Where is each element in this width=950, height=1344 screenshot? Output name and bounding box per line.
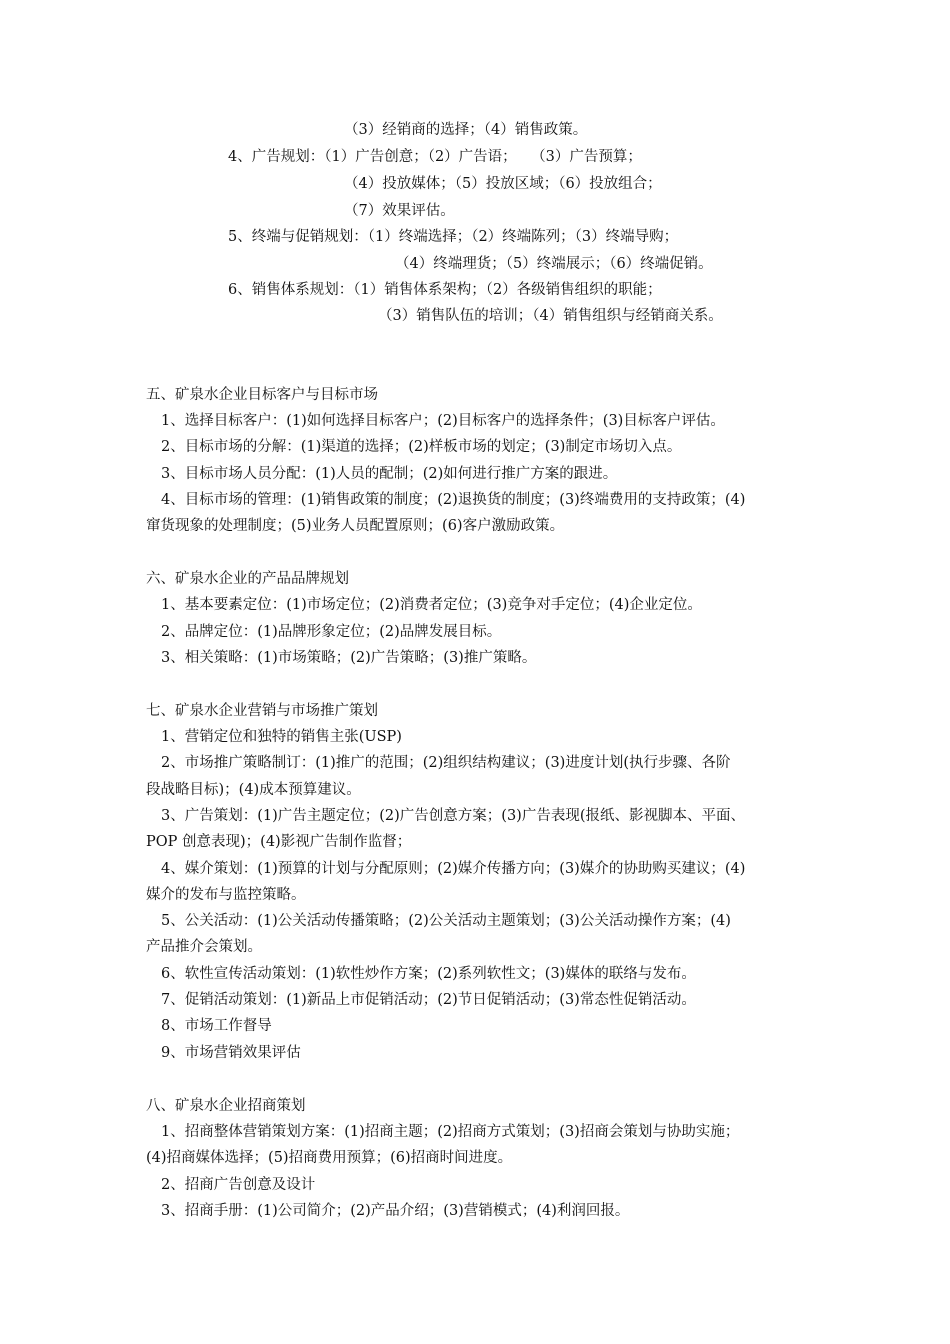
top-line-1: （3）经销商的选择；（4）销售政策。 — [344, 122, 588, 138]
section-5-item-4-cont: 窜货现象的处理制度；(5)业务人员配置原则；(6)客户激励政策。 — [146, 518, 565, 534]
section-7-item-3: 3、广告策划：(1)广告主题定位；(2)广告创意方案；(3)广告表现(报纸、影视脚本、平面、 — [161, 808, 745, 824]
top-line-7: 6、销售体系规划：（1）销售体系架构；（2）各级销售组织的职能； — [228, 282, 662, 298]
section-7-item-3-cont: POP 创意表现)；(4)影视广告制作监督； — [146, 834, 412, 850]
top-line-6: （4）终端理货；（5）终端展示；（6）终端促销。 — [395, 256, 713, 272]
section-7-item-2-cont: 段战略目标)；(4)成本预算建议。 — [146, 782, 361, 798]
top-line-5: 5、终端与促销规划：（1）终端选择；（2）终端陈列；（3）终端导购； — [228, 229, 679, 245]
section-5-item-2: 2、目标市场的分解：(1)渠道的选择；(2)样板市场的划定；(3)制定市场切入点。 — [161, 439, 682, 455]
section-8-item-2: 2、招商广告创意及设计 — [161, 1177, 316, 1193]
section-7-item-4-cont: 媒介的发布与监控策略。 — [146, 887, 306, 903]
section-5-item-3: 3、目标市场人员分配：(1)人员的配制；(2)如何进行推广方案的跟进。 — [161, 466, 618, 482]
top-line-4: （7）效果评估。 — [344, 203, 455, 219]
section-5-title: 五、矿泉水企业目标客户与目标市场 — [146, 387, 378, 403]
section-7-item-8: 8、市场工作督导 — [161, 1018, 272, 1034]
section-8-item-1: 1、招商整体营销策划方案：(1)招商主题；(2)招商方式策划；(3)招商会策划与协助实施； — [161, 1124, 740, 1140]
section-7-item-2: 2、市场推广策略制订：(1)推广的范围；(2)组织结构建议；(3)进度计划(执行步骤、各阶 — [161, 755, 731, 771]
section-6-item-1: 1、基本要素定位：(1)市场定位；(2)消费者定位；(3)竞争对手定位；(4)企业定位。 — [161, 597, 702, 613]
section-8-item-1-cont: (4)招商媒体选择；(5)招商费用预算；(6)招商时间进度。 — [146, 1150, 513, 1166]
section-8-item-3: 3、招商手册：(1)公司简介；(2)产品介绍；(3)营销模式；(4)利润回报。 — [161, 1203, 630, 1219]
section-7-item-5-cont: 产品推介会策划。 — [146, 939, 262, 955]
top-line-8: （3）销售队伍的培训；（4）销售组织与经销商关系。 — [378, 308, 723, 324]
section-8-title: 八、矿泉水企业招商策划 — [146, 1098, 306, 1114]
section-7-item-7: 7、促销活动策划：(1)新品上市促销活动；(2)节日促销活动；(3)常态性促销活动。 — [161, 992, 696, 1008]
section-5-item-1: 1、选择目标客户：(1)如何选择目标客户；(2)目标客户的选择条件；(3)目标客户评估。 — [161, 413, 725, 429]
section-7-item-9: 9、市场营销效果评估 — [161, 1045, 301, 1061]
section-6-item-2: 2、品牌定位：(1)品牌形象定位；(2)品牌发展目标。 — [161, 624, 502, 640]
section-7-item-6: 6、软性宣传活动策划：(1)软性炒作方案；(2)系列软性文；(3)媒体的联络与发布。 — [161, 966, 696, 982]
section-6-title: 六、矿泉水企业的产品品牌规划 — [146, 571, 349, 587]
top-line-2: 4、广告规划：（1）广告创意；（2）广告语； （3）广告预算； — [228, 149, 642, 165]
section-7-item-1: 1、营销定位和独特的销售主张(USP) — [161, 729, 402, 745]
section-7-title: 七、矿泉水企业营销与市场推广策划 — [146, 703, 378, 719]
section-7-item-4: 4、媒介策划：(1)预算的计划与分配原则；(2)媒介传播方向；(3)媒介的协助购买建议；(4) — [161, 861, 746, 877]
section-6-item-3: 3、相关策略：(1)市场策略；(2)广告策略；(3)推广策略。 — [161, 650, 537, 666]
top-line-3: （4）投放媒体；（5）投放区域；（6）投放组合； — [344, 176, 662, 192]
section-5-item-4: 4、目标市场的管理：(1)销售政策的制度；(2)退换货的制度；(3)终端费用的支持政策；(4) — [161, 492, 746, 508]
section-7-item-5: 5、公关活动：(1)公关活动传播策略；(2)公关活动主题策划；(3)公关活动操作方案；(4) — [161, 913, 731, 929]
